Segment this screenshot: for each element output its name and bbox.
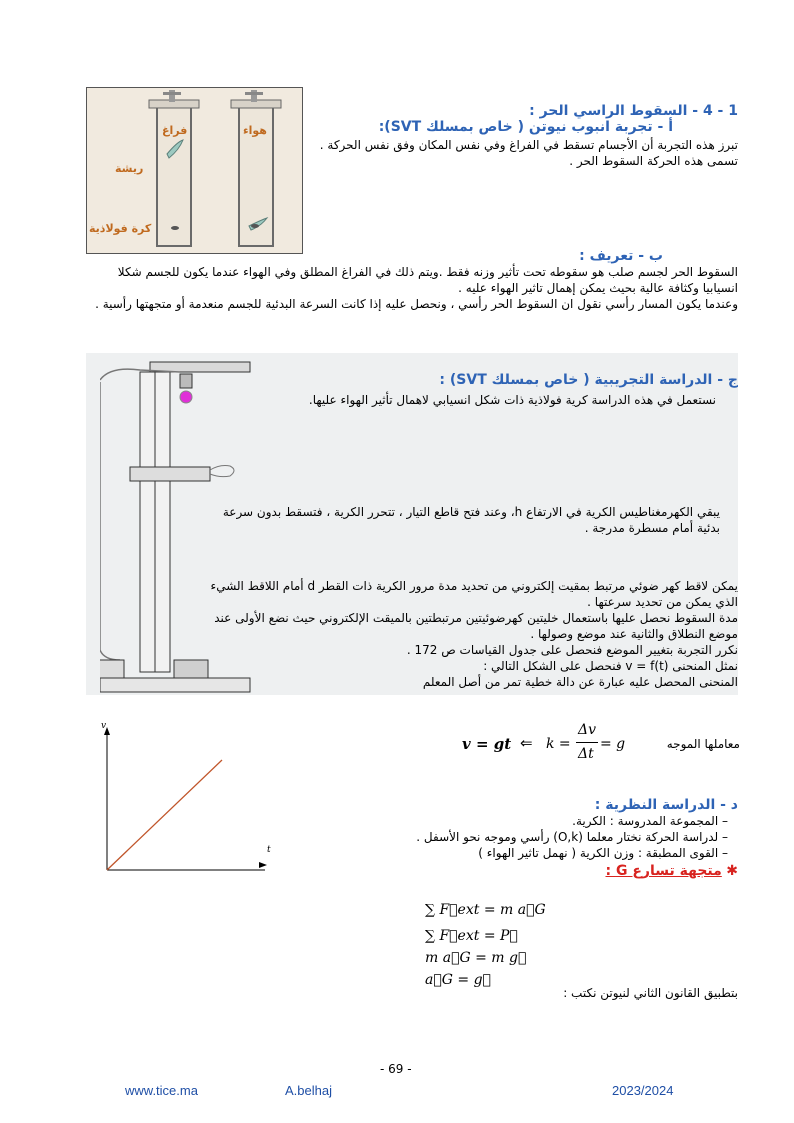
eq-delta-v: Δv: [578, 722, 597, 738]
section-c: [200, 372, 738, 408]
eq-arrow: ⇐: [520, 734, 533, 752]
newton-law-text: بتطبيق القانون الثاني لنيوتن نكتب :: [563, 986, 738, 1000]
fraction-bar: [576, 742, 598, 743]
section-c-line1: نستعمل في هذه الدراسة كرية فولاذية ذات شكل انسيابي لاهمال تأثير الهواء عليها.: [308, 393, 716, 407]
eq-line-2: ∑ F⃗ext = P⃗: [425, 928, 518, 944]
section-1: [310, 103, 738, 169]
newton-equations: [425, 895, 585, 991]
acceleration-title: متجهة تسارع G :: [605, 863, 722, 879]
footer-author: A.belhaj: [285, 1083, 332, 1098]
item1-text: المجموعة المدروسة : الكرية.: [572, 814, 719, 828]
page-number: - 69 -: [380, 1062, 412, 1076]
eq-v-gt: v = gt: [462, 735, 512, 753]
eq-line-3: m a⃗G = m g⃗: [425, 950, 527, 966]
acceleration-bullet: [290, 863, 738, 879]
section-b-heading: ب - تعريف :: [579, 248, 663, 264]
footer-website[interactable]: www.tice.ma: [125, 1083, 198, 1098]
label-air: هواء: [243, 124, 267, 137]
section-c-para2: مدة السقوط نحصل عليها باستعمال خليتين كهرضوئيتين مرتبطتين بالميقت الإلكتروني حيث نضع الأولى عند موضع النطلاق والثانية عند موضع وصولها .: [214, 611, 738, 641]
item2-text: لدراسة الحركة نختار معلما (O,k) رأسي وموجه نحو الأسفل .: [416, 830, 719, 844]
eq-line-4: a⃗G = g⃗: [425, 972, 491, 988]
section-c-body: [210, 578, 738, 690]
section-c-line2: يبقي الكهرمغناطيس الكرية في الارتفاع h، وعند فتح قاطع التيار ، تتحرر الكرية ، فتسقط بدون سرعة بدئية أمام مسطرة مدرجة .: [222, 505, 720, 535]
eq-g: = g: [600, 736, 626, 752]
section-b: [86, 248, 738, 312]
velocity-time-graph: [95, 721, 285, 875]
footer-year: 2023/2024: [612, 1083, 674, 1098]
section-d: [290, 797, 738, 879]
newton-tube-figure: [86, 87, 303, 254]
ball-icon: [171, 226, 179, 230]
section-d-item1: – المجموعة المدروسة : الكرية.: [572, 814, 728, 828]
section-c-para5: المنحنى المحصل عليه عبارة عن دالة خطية تمر من أصل المعلم: [422, 675, 738, 689]
section-a-paragraph: تبرز هذه التجربة أن الأجسام تسقط في الفراغ وفي نفس المكان وفق نفس الحركة . تسمى هذه الحركة السقوط الحر .: [319, 138, 738, 168]
ball-icon: [180, 391, 192, 403]
y-axis-label: v: [101, 721, 107, 731]
ball-icon: [251, 224, 259, 228]
section-c-para1: يمكن لاقط كهر ضوئي مرتبط بمقيت إلكتروني من تحديد مدة مرور الكرية ذات القطر d أمام اللاقط الشيء الذي يمكن من تحديد سرعتها .: [210, 579, 738, 609]
section-d-item2: – لدراسة الحركة نختار معلما (O,k) رأسي وموجه نحو الأسفل .: [416, 830, 728, 844]
item3-text: القوى المطبقة : وزن الكرية ( نهمل تاثير الهواء ): [478, 846, 719, 860]
section-c-para3: نكرر التجربة بتغيير الموضع فنحصل على جدول القياسات ص 172 .: [406, 643, 738, 657]
eq-line-1: ∑ F⃗ext = m a⃗G: [425, 902, 546, 918]
section-1-heading: 1 - 4 - السقوط الراسي الحر :: [529, 103, 738, 119]
label-ball: كرة فولاذية: [89, 222, 152, 235]
slope-equation: [440, 722, 740, 768]
section-b-para2: وعندما يكون المسار رأسي نقول ان السقوط الحر رأسي ، ونحصل عليه إذا كانت السرعة البدئية للجسم منعدمة أو متجهتها رأسية .: [95, 297, 738, 311]
x-axis-label: t: [267, 845, 271, 855]
coef-label: معاملها الموجه: [666, 737, 740, 751]
section-c-para4: نمثل المنحنى v = f(t) فنحصل على الشكل التالي :: [483, 659, 738, 673]
label-feather: ريشة: [115, 162, 144, 175]
x-axis-arrow-icon: [259, 862, 267, 868]
eq-delta-t: Δt: [578, 746, 594, 762]
bullet-star-icon: ✱: [726, 863, 738, 879]
section-a-heading: أ - تجربة انبوب نيوتن ( خاص بمسلك SVT):: [378, 119, 673, 135]
section-b-para1: السقوط الحر لجسم صلب هو سقوطه تحت تأثير وزنه فقط .ويتم ذلك في الفراغ المطلق وفي الهواء عندما يكون للجسم شكلا انسيابيا وكثافة عالية بحيث يمكن إهمال تاثير الهواء عليه .: [117, 265, 738, 295]
section-d-item3: – القوى المطبقة : وزن الكرية ( نهمل تاثير الهواء ): [478, 846, 728, 860]
section-d-heading: د - الدراسة النظرية :: [594, 797, 738, 813]
label-vacuum: فراغ: [162, 124, 188, 137]
series-line: [107, 760, 222, 870]
eq-k: k =: [546, 736, 571, 752]
section-c-heading: ج - الدراسة التجريبية ( خاص بمسلك SVT) :: [439, 372, 738, 388]
